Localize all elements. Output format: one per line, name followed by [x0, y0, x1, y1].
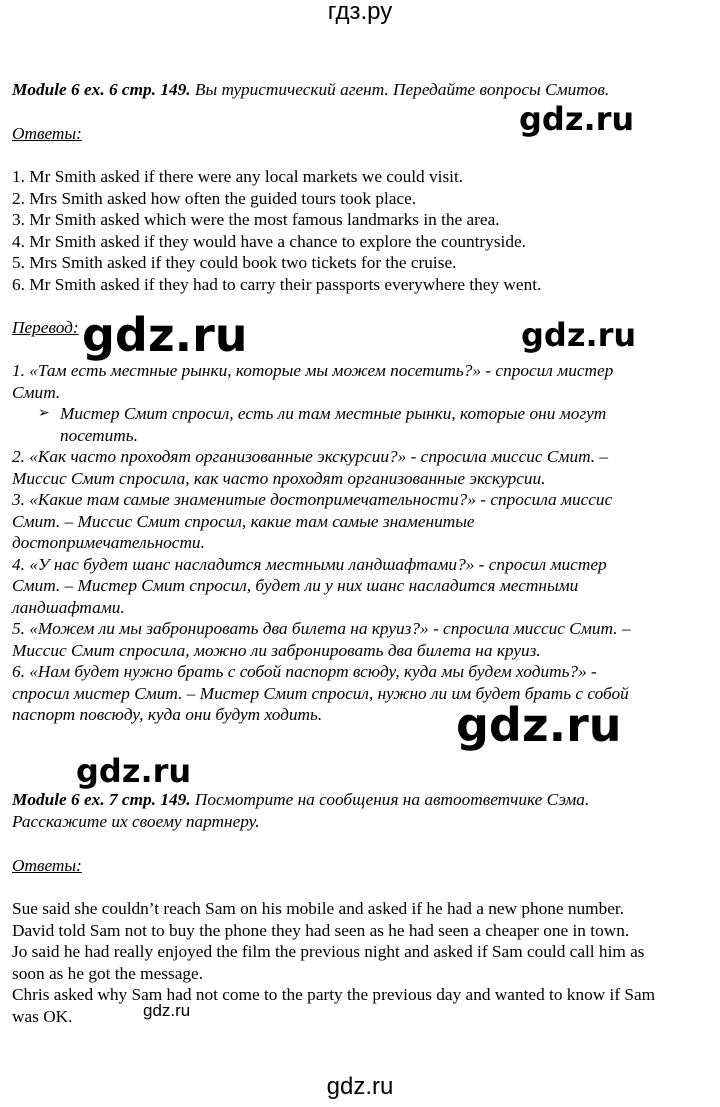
watermark: gdz.ru — [82, 308, 248, 362]
text-line: Смит. – Миссис Смит спросил, какие там самые знаменитые — [12, 511, 475, 531]
watermark: gdz.ru — [76, 752, 192, 790]
ex7-title-bold: Module 6 ex. 7 стр. 149. — [12, 790, 191, 809]
list-item: 4. Mr Smith asked if they would have a chance to explore the countryside. — [12, 231, 526, 251]
text-line: 3. «Какие там самые знаменитые достопримечательности?» - спросила миссис — [12, 490, 613, 509]
list-item: Sue said she couldn’t reach Sam on his mobile and asked if he had a new phone number. — [12, 899, 625, 918]
watermark: gdz.ru — [456, 698, 622, 752]
list-item: 1. Mr Smith asked if there were any local markets we could visit. — [12, 167, 464, 186]
list-item: soon as he got the message. — [12, 963, 204, 983]
text-line: Миссис Смит спросила, можно ли забронировать два билета на круиз. — [12, 640, 541, 660]
ex6-title-bold: Module 6 ex. 6 стр. 149. — [12, 80, 191, 99]
ex7-answers-list — [12, 898, 712, 1027]
list-item: 2. Mrs Smith asked how often the guided tours took place. — [12, 188, 417, 208]
ex6-translation — [12, 360, 712, 726]
ex6-translation-label: Перевод: — [12, 318, 79, 337]
ex7-title — [12, 789, 712, 832]
ex6-title — [12, 79, 712, 101]
bullet-line: ➢ Мистер Смит спросил, есть ли там местные рынки, которые они могут — [38, 404, 607, 423]
list-item: Jo said he had really enjoyed the film the previous night and asked if Sam could call him as — [12, 942, 645, 961]
ex6-title-rest: Вы туристический агент. Передайте вопросы Смитов. — [190, 80, 610, 99]
list-item: Chris asked why Sam had not come to the party the previous day and wanted to know if Sam — [12, 985, 656, 1004]
text-line: 6. «Нам будет нужно брать с собой паспорт всюду, куда мы будем ходить?» - — [12, 662, 597, 681]
list-item: was OK. — [12, 1006, 73, 1026]
text-line: достопримечательности. — [12, 533, 205, 552]
text-line: 5. «Можем ли мы забронировать два билета на круиз?» - спросила миссис Смит. – — [12, 619, 631, 638]
ex6-answers-label: Ответы: — [12, 124, 82, 143]
text-line: Смит. – Мистер Смит спросил, будет ли у них шанс насладится местными — [12, 576, 579, 595]
list-item: 6. Mr Smith asked if they had to carry their passports everywhere they went. — [12, 274, 542, 294]
watermark: gdz.ru — [521, 316, 637, 354]
list-item: 5. Mrs Smith asked if they could book two tickets for the cruise. — [12, 253, 457, 272]
text-line: ландшафтами. — [12, 597, 125, 617]
ex7-answers-label: Ответы: — [12, 856, 82, 875]
site-footer: gdz.ru — [326, 1073, 394, 1100]
text-line: спросил мистер Смит. – Мистер Смит спросил, нужно ли им будет брать с собой — [12, 683, 629, 703]
text-line: 4. «У нас будет шанс насладится местными ландшафтами?» - спросил мистер — [12, 554, 607, 574]
ex7-title-line2: Расскажите их своему партнеру. — [12, 811, 260, 831]
list-item: 3. Mr Smith asked which were the most famous landmarks in the area. — [12, 210, 500, 229]
text-line: 2. «Как часто проходят организованные экскурсии?» - спросила миссис Смит. – — [12, 447, 609, 466]
arrow-bullet-icon: ➢ — [38, 406, 50, 421]
list-item: David told Sam not to buy the phone they had seen as he had seen a cheaper one in town. — [12, 920, 630, 940]
text-line: Миссис Смит спросила, как часто проходят организованные экскурсии. — [12, 468, 546, 488]
watermark: gdz.ru — [519, 100, 635, 138]
text-line: 1. «Там есть местные рынки, которые мы можем посетить?» - спросил мистер — [12, 361, 614, 380]
site-header: гдз.ру — [327, 0, 393, 25]
ex6-answers-list — [12, 166, 712, 295]
text-line: посетить. — [60, 425, 138, 445]
watermark: gdz.ru — [143, 1001, 191, 1020]
ex7-title-rest: Посмотрите на сообщения на автоответчике Сэма. — [190, 790, 590, 809]
text-line: Смит. — [12, 382, 61, 402]
text-line: паспорт повсюду, куда они будут ходить. — [12, 705, 323, 724]
